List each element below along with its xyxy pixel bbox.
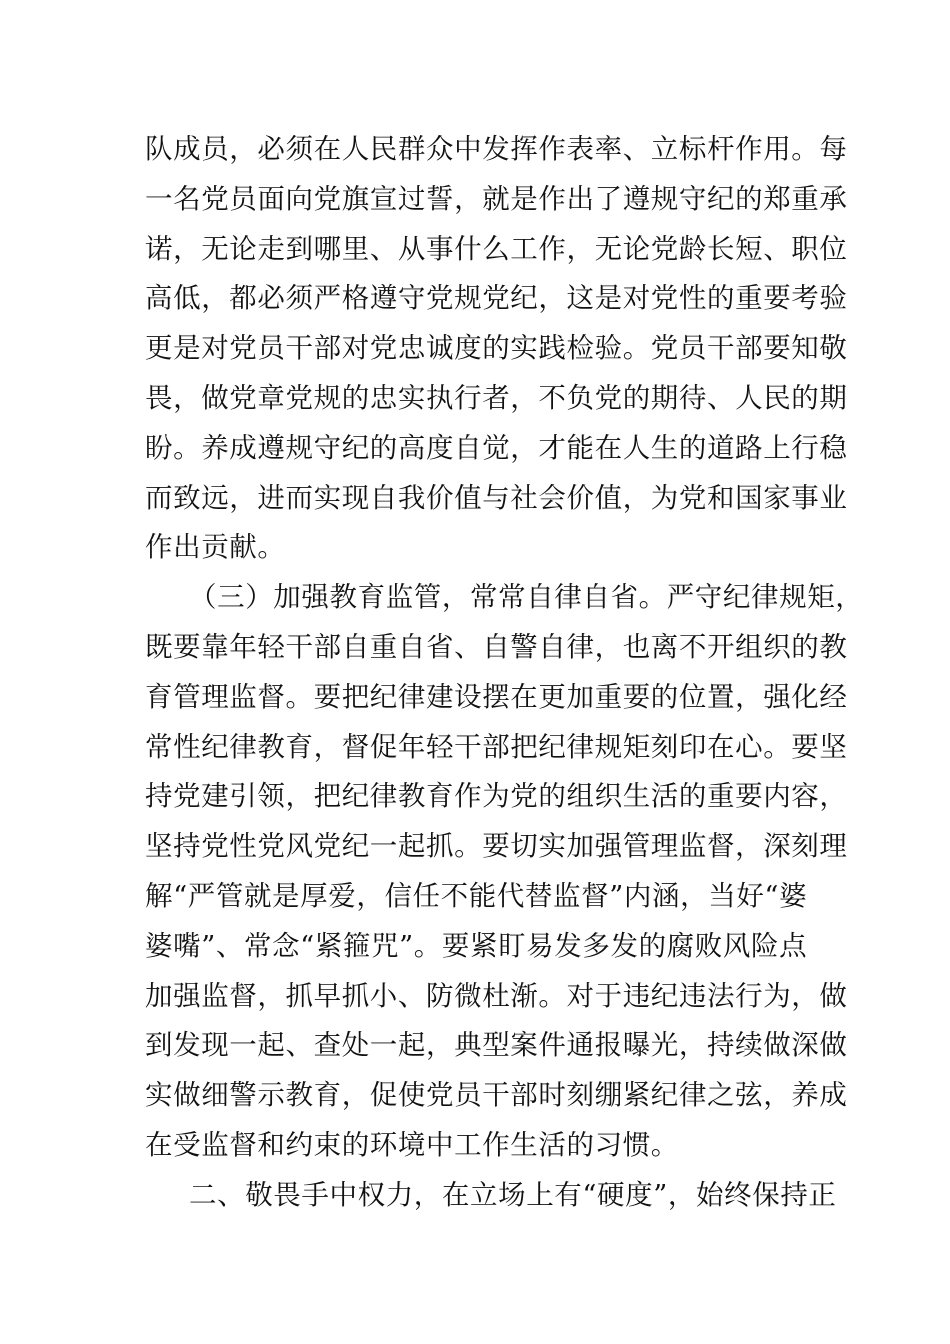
text-line: 解“严管就是厚爱，信任不能代替监督”内涵，当好“婆	[145, 879, 808, 912]
text-line: 而致远，进而实现自我价值与社会价值，为党和国家事业	[145, 481, 848, 514]
text-line: 常性纪律教育，督促年轻干部把纪律规矩刻印在心。要坚	[145, 730, 848, 763]
text-line: 到发现一起、查处一起，典型案件通报曝光，持续做深做	[145, 1029, 848, 1062]
text-line: 更是对党员干部对党忠诚度的实践检验。党员干部要知敬	[145, 332, 848, 365]
text-line: 坚持党性党风党纪一起抓。要切实加强管理监督，深刻理	[145, 830, 848, 863]
text-line: 持党建引领，把纪律教育作为党的组织生活的重要内容，	[145, 780, 848, 813]
text-line: 育管理监督。要把纪律建设摆在更加重要的位置，强化经	[145, 680, 848, 713]
text-line: 畏，做党章党规的忠实执行者，不负党的期待、人民的期	[145, 381, 848, 414]
text-line: 高低，都必须严格遵守党规党纪，这是对党性的重要考验	[145, 282, 848, 315]
body-text	[145, 125, 864, 1221]
text-line: 在受监督和约束的环境中工作生活的习惯。	[145, 1128, 679, 1161]
text-line: 盼。养成遵规守纪的高度自觉，才能在人生的道路上行稳	[145, 431, 848, 464]
text-line: 诺，无论走到哪里、从事什么工作，无论党龄长短、职位	[145, 232, 848, 265]
text-line: 实做细警示教育，促使党员干部时刻绷紧纪律之弦，养成	[145, 1079, 848, 1112]
text-line: 婆嘴”、常念“紧箍咒”。要紧盯易发多发的腐败风险点	[145, 929, 808, 962]
text-line: 一名党员面向党旗宣过誓，就是作出了遵规守纪的郑重承	[145, 182, 848, 215]
text-line: 既要靠年轻干部自重自省、自警自律，也离不开组织的教	[145, 630, 848, 663]
section-heading-3: （三）加强教育监管，常常自律自省。严守纪律规矩，	[189, 581, 864, 614]
text-line: 加强监督，抓早抓小、防微杜渐。对于违纪违法行为，做	[145, 979, 848, 1012]
text-line: 作出贡献。	[145, 531, 286, 564]
section-heading-2: 二、敬畏手中权力，在立场上有“硬度”，始终保持正	[189, 1178, 837, 1211]
text-line: 队成员，必须在人民群众中发挥作表率、立标杆作用。每	[145, 133, 848, 165]
